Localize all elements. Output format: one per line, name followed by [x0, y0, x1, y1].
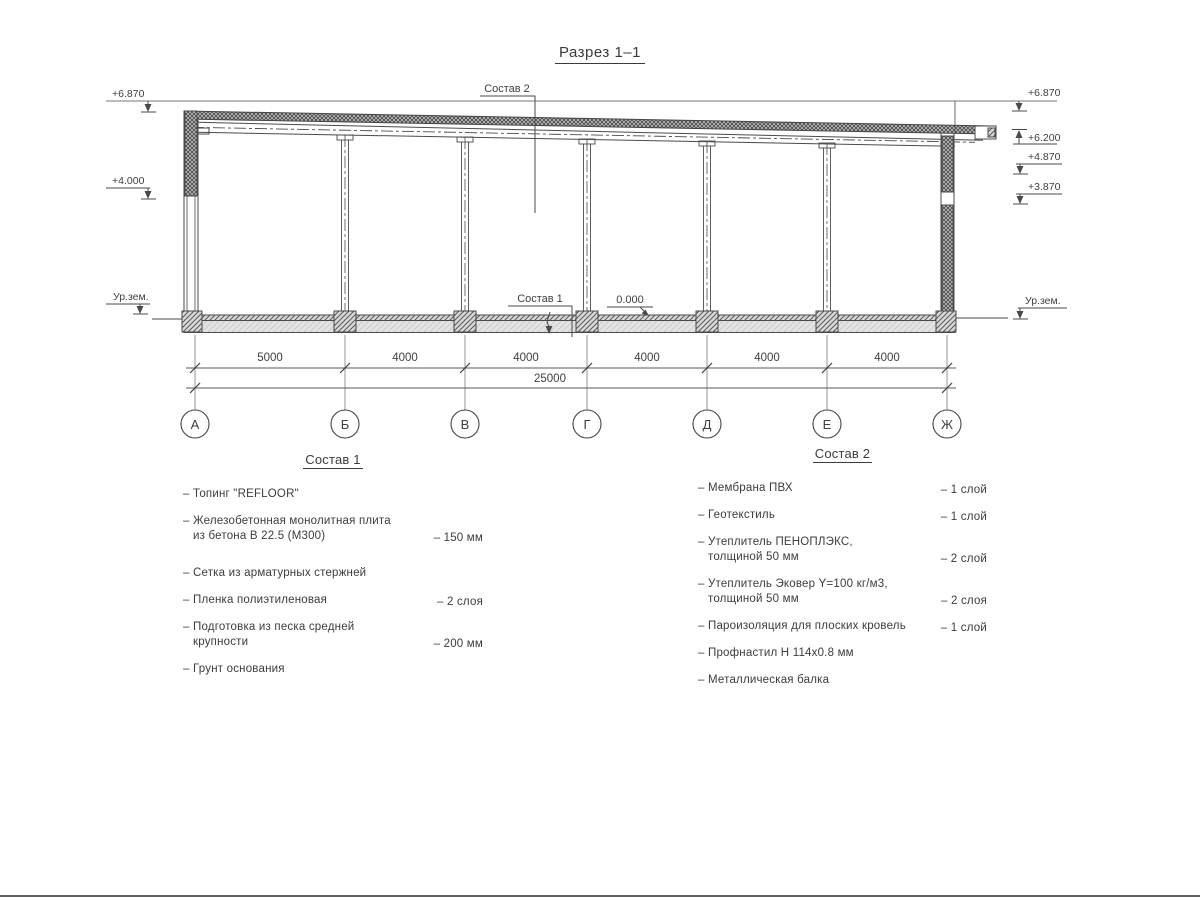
- roof-end-cap: [975, 126, 996, 139]
- level-zero-label: 0.000: [616, 294, 644, 306]
- dimension-rows: [186, 335, 956, 410]
- columns: [337, 135, 835, 333]
- list-item: – Пароизоляция для плоских кровель – 1 слой: [698, 620, 987, 634]
- elevation-label: +4.870: [1028, 151, 1061, 163]
- dimension-value: 4000: [634, 352, 660, 364]
- leader-sostav2: [480, 83, 535, 213]
- dimension-value: 5000: [257, 352, 283, 364]
- axis-bubble: [181, 410, 209, 438]
- column: [579, 139, 595, 333]
- list-item: – Профнастил Н 114х0.8 мм: [698, 647, 854, 659]
- elevation-mark: [1013, 181, 1062, 204]
- composition-list-1: [183, 452, 483, 689]
- axis-letter: Ж: [940, 417, 954, 432]
- elevation-label: +6.870: [112, 88, 145, 100]
- dimension-total-value: 25000: [534, 373, 566, 385]
- column: [699, 141, 715, 333]
- level-zero-mark: [607, 294, 653, 316]
- drawing-title: Разрез 1–1: [555, 44, 645, 64]
- axis-letter: Е: [822, 417, 832, 432]
- dimension-value: 4000: [513, 352, 539, 364]
- roof-slab: [184, 111, 996, 146]
- elevation-label: +3.870: [1028, 181, 1061, 193]
- ground-level-label: Ур.зем.: [1025, 295, 1061, 307]
- list-2-heading: Состав 2: [814, 446, 871, 461]
- list-item: – Топинг "REFLOOR": [183, 488, 299, 500]
- list-item: – Геотекстиль – 1 слой: [698, 509, 987, 523]
- dimension-value: 4000: [754, 352, 780, 364]
- elevation-label: +6.870: [1028, 87, 1061, 99]
- building-section: [152, 111, 1008, 333]
- sheet-bottom-edge: [0, 895, 1200, 897]
- axis-bubble: [451, 410, 479, 438]
- elevation-marks-right: [1012, 87, 1067, 319]
- axis-letter: В: [460, 417, 470, 432]
- item-value: – 2 слоя: [941, 595, 987, 607]
- elevation-mark: [1012, 87, 1061, 111]
- elevation-label: +6.200: [1028, 132, 1061, 144]
- dimension-value: 4000: [874, 352, 900, 364]
- list-1-heading: Состав 1: [305, 452, 361, 467]
- axis-bubble: [933, 410, 961, 438]
- axis-bubble: [573, 410, 601, 438]
- elevation-label: +4.000: [112, 175, 145, 187]
- axis-bubbles: [181, 410, 961, 438]
- ground-level-mark: [1013, 295, 1067, 319]
- item-value: – 1 слой: [940, 484, 987, 496]
- ground-level-mark: [106, 291, 150, 314]
- composition-list-2: [698, 446, 987, 700]
- item-value: – 2 слоя: [437, 596, 483, 608]
- elevation-mark: [1013, 151, 1062, 174]
- list-item: – Металлическая балка: [698, 674, 830, 686]
- column: [337, 135, 353, 333]
- axis-letter: Д: [702, 417, 712, 432]
- ground-level-label: Ур.зем.: [113, 291, 149, 303]
- list-item: – Утеплитель Эковер Y=100 кг/м3, толщиной 50 мм – 2 слоя: [698, 578, 987, 607]
- item-value: – 2 слой: [940, 553, 987, 565]
- leader-sostav1-label: Состав 1: [517, 293, 563, 305]
- leader-sostav2-label: Состав 2: [484, 83, 530, 95]
- left-wall: [184, 111, 198, 315]
- list-item: – Подготовка из песка средней крупности – 200 мм: [183, 621, 483, 650]
- axis-letter: Б: [340, 417, 350, 432]
- elevation-mark: [106, 175, 156, 199]
- axis-letter: Г: [583, 417, 591, 432]
- axis-letter: А: [190, 417, 200, 432]
- list-item: – Железобетонная монолитная плита из бетона В 22.5 (М300) – 150 мм: [183, 515, 483, 544]
- list-item: – Утеплитель ПЕНОПЛЭКС, толщиной 50 мм – 2 слой: [698, 536, 987, 565]
- dimension-row-total: [186, 373, 956, 393]
- list-item: – Пленка полиэтиленовая – 2 слоя: [183, 594, 483, 608]
- list-item: – Мембрана ПВХ – 1 слой: [698, 482, 987, 496]
- axis-bubble: [813, 410, 841, 438]
- item-value: – 200 мм: [433, 638, 483, 650]
- elevation-mark: [1012, 130, 1061, 145]
- axis-extension-lines: [195, 335, 947, 410]
- item-value: – 150 мм: [433, 532, 483, 544]
- axis-bubble: [331, 410, 359, 438]
- column: [457, 137, 473, 333]
- dimension-value: 4000: [392, 352, 418, 364]
- item-value: – 1 слой: [940, 622, 987, 634]
- axis-bubble: [693, 410, 721, 438]
- elevation-mark: [112, 88, 156, 112]
- column: [819, 143, 835, 333]
- list-item: – Грунт основания: [183, 663, 285, 675]
- dimension-row-spans: [186, 352, 956, 373]
- item-value: – 1 слой: [940, 511, 987, 523]
- list-item: – Сетка из арматурных стержней: [183, 567, 367, 579]
- right-wall: [941, 133, 954, 315]
